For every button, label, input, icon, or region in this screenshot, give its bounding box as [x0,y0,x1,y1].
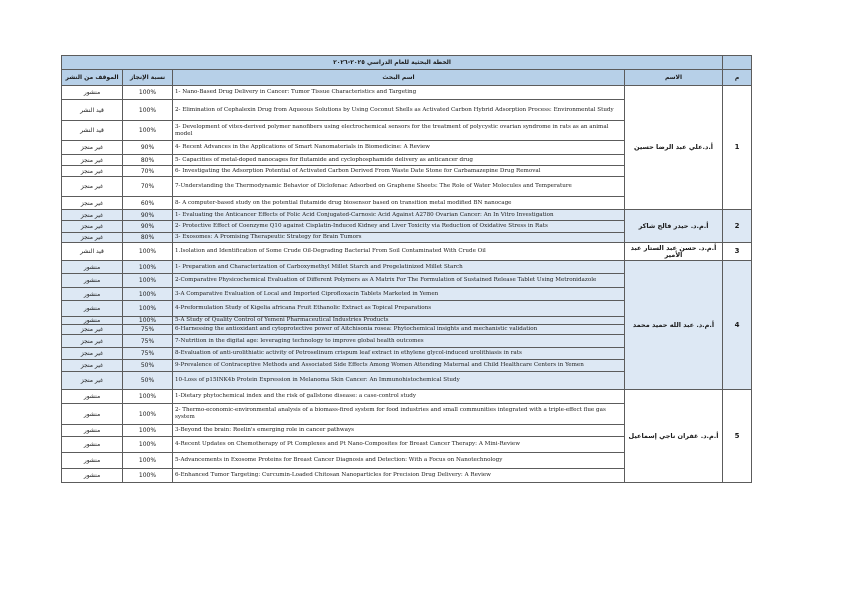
status-cell: منشور [62,404,123,425]
research-title-cell: 2- Thermo-economic-environmental analysis of a biomass-fired system for food industries and small communities integrated with a triple-effect flue gas system [173,404,625,425]
table-row [62,243,752,261]
percent-cell: 100% [123,317,173,325]
research-title-cell: 1- Evaluating the Anticancer Effects of Folic Acid Conjugated-Carnosic Acid Against A2780 Ovarian Cancer: An In Vitro Investigation [173,210,625,221]
status-cell: منشور [62,469,123,483]
research-title-cell: 1.Isolation and Identification of Some Crude Oil-Degrading Bacterial From Soil Contaminated With Crude Oil [173,243,625,261]
percent-cell: 100% [123,469,173,483]
research-title-cell: 7-Understanding the Thermodynamic Behavior of Diclofenac Adsorbed on Graphene Sheets: The Role of Water Molecules and Temperature [173,177,625,197]
researcher-number-cell: 2 [723,210,752,243]
research-title-cell: 2-Comparative Physicochemical Evaluation of Different Polymers as A Matrix For The Formulation of Sustained Release Tablet Using Metronidazole [173,274,625,288]
research-title-cell: 4- Recent Advances in the Applications of Smart Nanomaterials in Biomedicine: A Review [173,141,625,155]
research-title-cell: 4-Preformulation Study of Kigelia africana Fruit Ethanolic Extract as Topical Preparations [173,301,625,317]
research-title-cell: 3-Beyond the brain: Reelin's emerging role in cancer pathways [173,425,625,437]
header-name: الاسم [625,70,723,86]
status-cell: غير منجز [62,177,123,197]
researcher-number-cell: 5 [723,390,752,483]
percent-cell: 80% [123,233,173,243]
status-cell: غير منجز [62,155,123,166]
research-title-cell: 5-A Study of Quality Control of Yemeni Pharmaceutical Industries Products [173,317,625,325]
research-title-cell: 7-Nutrition in the digital age: leveraging technology to improve global health outcomes [173,335,625,348]
status-cell: قيد النشر [62,243,123,261]
header-percent: نسبة الإنجاز [123,70,173,86]
status-cell: غير منجز [62,325,123,335]
research-title-cell: 3- Development of vitex-derived polymer nanofibers using electrochemical sensors for the treatment of polycystic ovarian syndrome in rats as an animal model [173,121,625,141]
percent-cell: 100% [123,261,173,274]
research-title-cell: 9-Prevalence of Contraceptive Methods and Associated Side Effects Among Women Attending Maternal and Child Healthcare Centers in Yemen [173,360,625,372]
percent-cell: 100% [123,453,173,469]
researcher-name-cell: أ.م.د. غفران ناجي إسماعيل [625,390,723,483]
research-title-cell: 2- Protective Effect of Coenzyme Q10 against Cisplatin-Induced Kidney and Liver Toxicity via Reduction of Oxidative Stress in Rats [173,221,625,233]
title-row-end-cell [723,56,752,70]
percent-cell: 75% [123,335,173,348]
status-cell: منشور [62,437,123,453]
percent-cell: 60% [123,197,173,210]
research-title-cell: 5- Capacities of metal-doped nanocages for flutamide and cyclophosphamide delivery as anticancer drug [173,155,625,166]
percent-cell: 100% [123,100,173,121]
research-title-cell: 5-Advancements in Exosome Proteins for Breast Cancer Diagnosis and Detection: With a Focus on Nanotechnology [173,453,625,469]
header-research: اسم البحث [173,70,625,86]
table-body [62,56,752,483]
research-plan-table [61,55,752,483]
percent-cell: 80% [123,155,173,166]
percent-cell: 70% [123,177,173,197]
percent-cell: 70% [123,166,173,177]
percent-cell: 90% [123,221,173,233]
status-cell: غير منجز [62,166,123,177]
researcher-number-cell: 3 [723,243,752,261]
research-title-cell: 8-Evaluation of anti-urolithiatic activity of Petroselinum crispum leaf extract in ethylene glycol-induced urolithiasis in rats [173,348,625,360]
table-row [62,210,752,221]
researcher-number-cell: 1 [723,86,752,210]
research-title-cell: 1-Dietary phytochemical index and the risk of gallstone disease: a case-control study [173,390,625,404]
research-title-cell: 2- Elimination of Cephalexin Drug from Aqueous Solutions by Using Coconut Shells as Activated Carbon Hybrid Adsorption Process: Environmental Study [173,100,625,121]
table-row [62,261,752,274]
research-title-cell: 6- Investigating the Adsorption Potential of Activated Carbon Derived From Waste Date Stone for Carbamazepine Drug Removal [173,166,625,177]
percent-cell: 100% [123,274,173,288]
percent-cell: 100% [123,404,173,425]
status-cell: منشور [62,86,123,100]
percent-cell: 75% [123,325,173,335]
research-title-cell: 6-Enhanced Tumor Targeting: Curcumin-Loaded Chitosan Nanoparticles for Precision Drug Delivery: A Review [173,469,625,483]
status-cell: منشور [62,453,123,469]
status-cell: قيد النشر [62,121,123,141]
percent-cell: 75% [123,348,173,360]
percent-cell: 50% [123,360,173,372]
status-cell: غير منجز [62,348,123,360]
status-cell: منشور [62,425,123,437]
status-cell: قيد النشر [62,100,123,121]
status-cell: غير منجز [62,233,123,243]
research-title-cell: 8- A computer-based study on the potential flutamide drug biosensor based on transition metal modified BN nanocage [173,197,625,210]
research-title-cell: 6-Harnessing the antioxidant and cytoprotective power of Aitchisonia rosea: Phytochemical insights and mechanistic validation [173,325,625,335]
status-cell: غير منجز [62,197,123,210]
status-cell: منشور [62,301,123,317]
research-title-cell: 1- Preparation and Characterization of Carboxymethyl Millet Starch and Pregelatinized Millet Starch [173,261,625,274]
table-row [62,86,752,100]
researcher-name-cell: أ.د.علي عبد الرضا حسين [625,86,723,210]
percent-cell: 100% [123,288,173,301]
research-title-cell: 10-Loss of p15INK4b Protein Expression in Melanoma Skin Cancer: An Immunohistochemical Study [173,372,625,390]
percent-cell: 100% [123,243,173,261]
percent-cell: 90% [123,141,173,155]
research-title-cell: 1- Nano-Based Drug Delivery in Cancer: Tumor Tissue Characteristics and Targeting [173,86,625,100]
percent-cell: 90% [123,210,173,221]
status-cell: غير منجز [62,360,123,372]
table-row [62,390,752,404]
percent-cell: 100% [123,86,173,100]
status-cell: غير منجز [62,221,123,233]
percent-cell: 100% [123,437,173,453]
title-row [62,56,752,70]
researcher-name-cell: أ.م.د. حيدر فالح شاكر [625,210,723,243]
status-cell: منشور [62,288,123,301]
percent-cell: 100% [123,301,173,317]
status-cell: غير منجز [62,335,123,348]
status-cell: غير منجز [62,141,123,155]
percent-cell: 100% [123,390,173,404]
percent-cell: 100% [123,425,173,437]
researcher-name-cell: أ.م.د. حسن عبد الستار عبد الأمير [625,243,723,261]
percent-cell: 50% [123,372,173,390]
status-cell: منشور [62,274,123,288]
status-cell: منشور [62,261,123,274]
research-title-cell: 4-Recent Updates on Chemotherapy of Pt Complexes and Pt Nano-Composites for Breast Cancer Therapy: A Mini-Review [173,437,625,453]
header-num: م [723,70,752,86]
status-cell: منشور [62,390,123,404]
header-status: الموقف من النشر [62,70,123,86]
researcher-name-cell: أ.م.د. عبد الله حميد محمد [625,261,723,390]
status-cell: غير منجز [62,372,123,390]
status-cell: منشور [62,317,123,325]
status-cell: غير منجز [62,210,123,221]
researcher-number-cell: 4 [723,261,752,390]
percent-cell: 100% [123,121,173,141]
research-title-cell: 3- Exosomes: A Promising Therapeutic Strategy for Brain Tumors [173,233,625,243]
research-title-cell: 3-A Comparative Evaluation of Local and Imported Ciprofloxacin Tablets Marketed in Yemen [173,288,625,301]
table-title: الخطة البحثية للعام الدراسي ٢٠٢٥-٢٠٢٦ [62,56,723,70]
header-row [62,70,752,86]
